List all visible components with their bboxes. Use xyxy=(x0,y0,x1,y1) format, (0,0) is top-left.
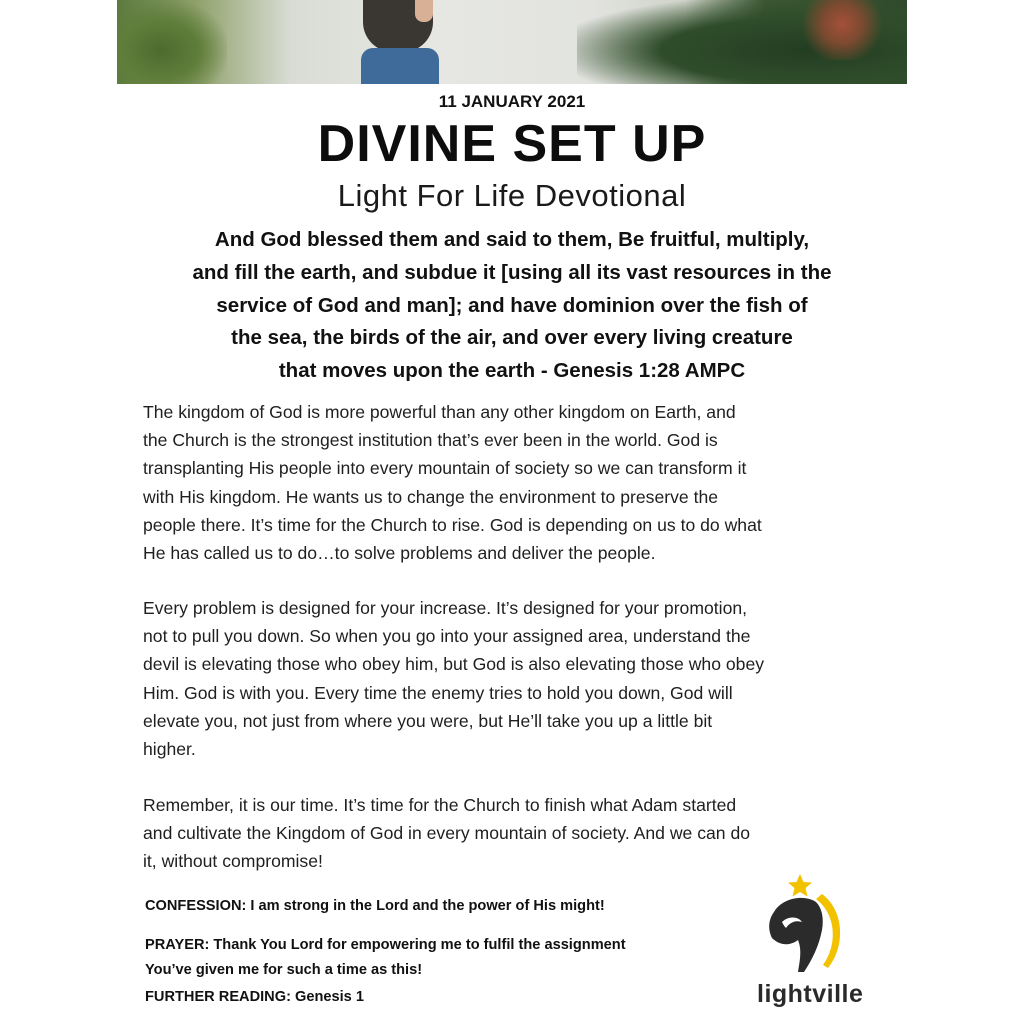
paragraph-line: transplanting His people into every mountain of society so we can transform it xyxy=(143,458,747,479)
paragraph-line: Every problem is designed for your increase. It’s designed for your promotion, xyxy=(143,598,748,618)
scripture-line: and fill the earth, and subdue it [using all its vast resources in the xyxy=(192,260,832,284)
date-label: 11 JANUARY 2021 xyxy=(438,92,586,111)
paragraph-line: higher. xyxy=(143,739,196,760)
paragraph-line: Him. God is with you. Every time the enemy tries to hold you down, God will xyxy=(143,682,733,703)
person-jeans xyxy=(361,48,439,84)
scripture-line: that moves upon the earth - Genesis 1:28 AMPC xyxy=(278,359,746,383)
tree-left xyxy=(117,0,227,84)
body-paragraph-2 xyxy=(143,594,923,763)
body-paragraph-3 xyxy=(143,791,923,876)
scripture-line: service of God and man]; and have dominion over the fish of xyxy=(216,293,808,317)
confession-text: CONFESSION: I am strong in the Lord and the power of His might! xyxy=(145,898,605,914)
paragraph-line: devil is elevating those who obey him, but God is also elevating those who obey xyxy=(143,654,765,675)
lightville-logo-icon xyxy=(752,872,862,982)
paragraph-line: people there. It’s time for the Church to rise. God is depending on us to do what xyxy=(143,514,762,535)
paragraph-line: Remember, it is our time. It’s time for the Church to finish what Adam started xyxy=(143,795,737,815)
paragraph-line: with His kingdom. He wants us to change the environment to preserve the xyxy=(143,486,719,507)
prayer-line: You’ve given me for such a time as this! xyxy=(145,962,423,978)
paragraph-line: it, without compromise! xyxy=(143,851,323,872)
scripture-quote xyxy=(120,224,904,388)
paragraph-line: The kingdom of God is more powerful than any other kingdom on Earth, and xyxy=(143,402,736,422)
paragraph-line: He has called us to do…to solve problems and deliver the people. xyxy=(143,543,656,564)
page-title: DIVINE SET UP xyxy=(317,115,707,173)
prayer-text xyxy=(145,933,626,983)
further-reading-text: FURTHER READING: Genesis 1 xyxy=(145,989,364,1005)
paragraph-line: and cultivate the Kingdom of God in every mountain of society. And we can do xyxy=(143,823,751,844)
scripture-line: And God blessed them and said to them, Be fruitful, multiply, xyxy=(214,228,810,251)
figure-icon xyxy=(769,898,823,972)
autumn-leaves xyxy=(797,0,887,60)
paragraph-line: elevate you, not just from where you were, but He’ll take you up a little bit xyxy=(143,710,713,731)
scripture-line: the sea, the birds of the air, and over every living creature xyxy=(231,326,793,350)
logo-wordmark: lightville xyxy=(757,980,864,1008)
paragraph-line: the Church is the strongest institution that’s ever been in the world. God is xyxy=(143,430,718,451)
person-arm xyxy=(415,0,433,22)
paragraph-line: not to pull you down. So when you go into your assigned area, understand the xyxy=(143,626,751,647)
prayer-line: PRAYER: Thank You Lord for empowering me to fulfil the assignment xyxy=(145,937,626,953)
body-paragraph-1 xyxy=(143,398,923,567)
star-icon xyxy=(788,874,812,897)
header-photo xyxy=(117,0,907,84)
page-subtitle: Light For Life Devotional xyxy=(337,178,687,213)
